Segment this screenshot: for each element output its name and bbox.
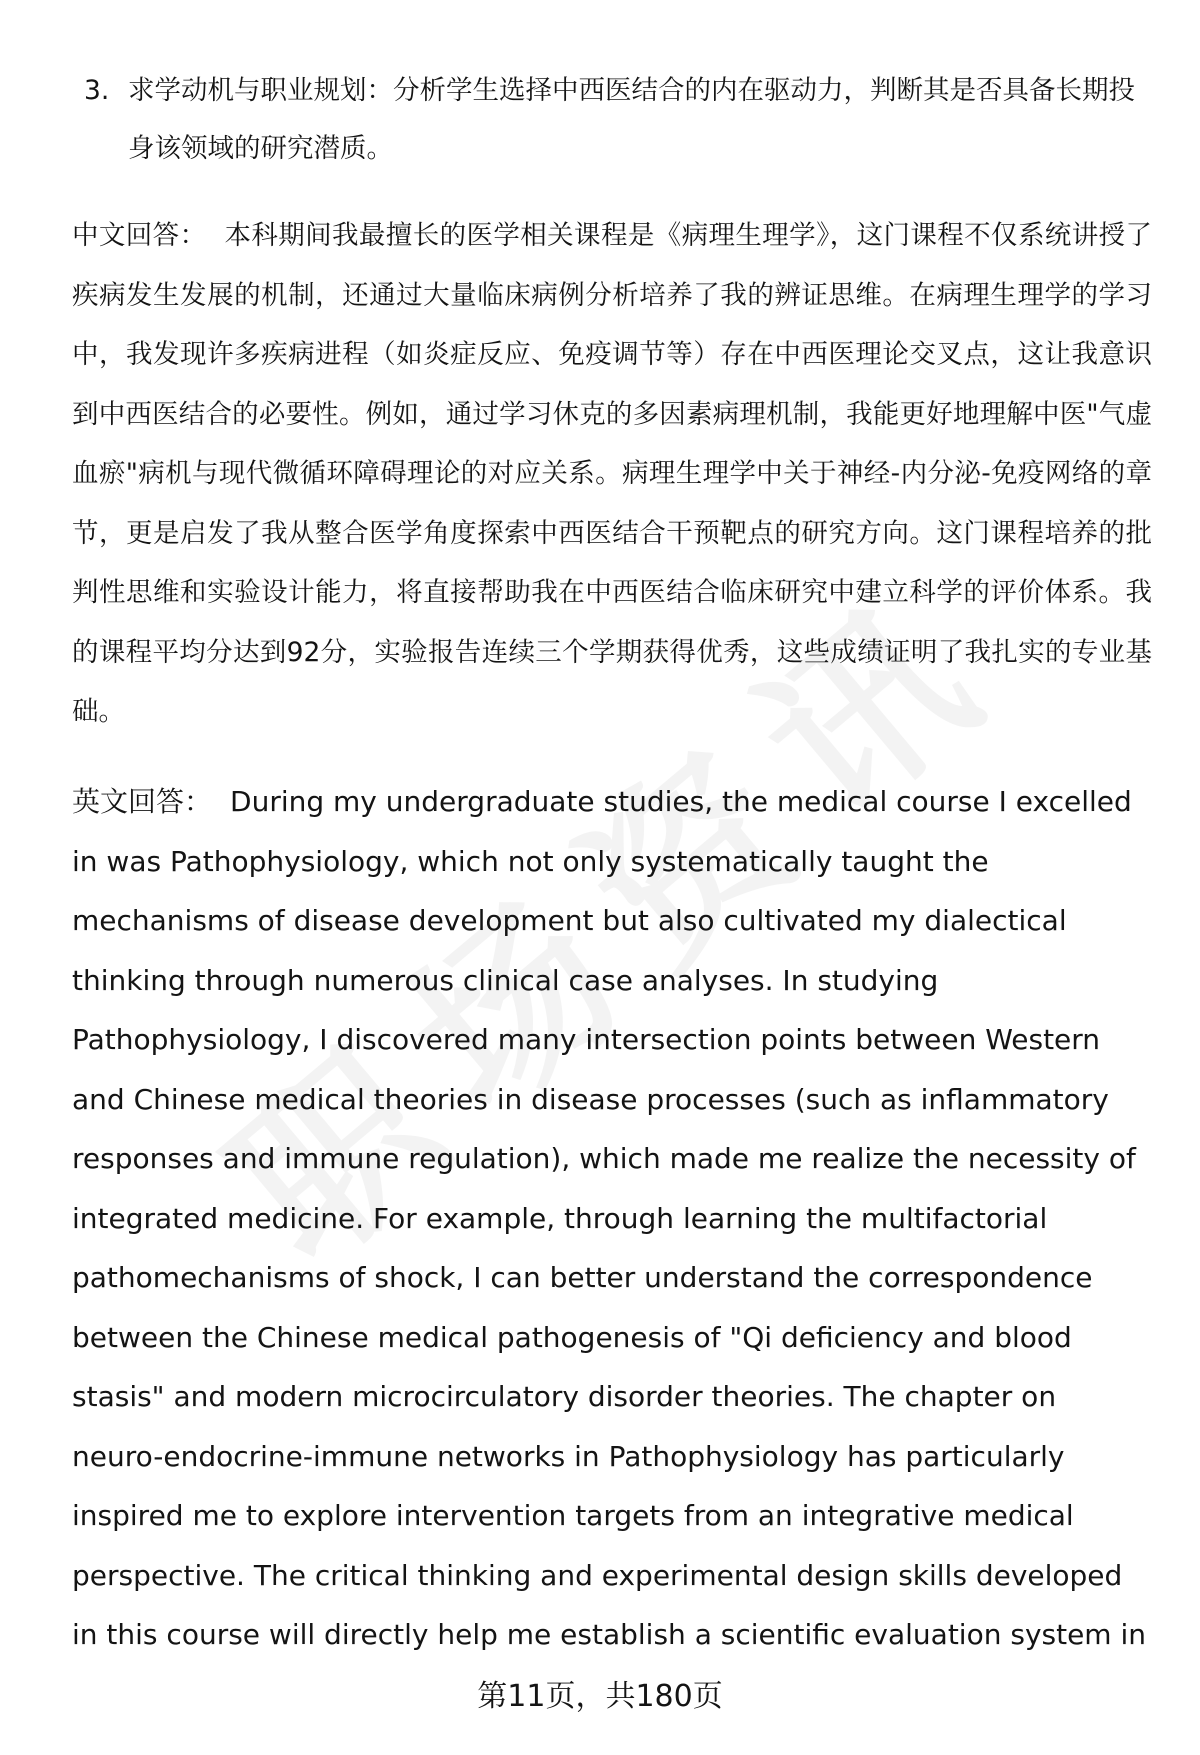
chinese-answer-text: 本科期间我最擅长的医学相关课程是《病理生理学》，这门课程不仅系统讲授了疾病发生发展的机制，还通过大量临床病例分析培养了我的辨证思维。在病理生理学的学习中，我发现许多疾病进程（如炎症反应、免疫调节等）存在中西医理论交叉点，这让我意识到中西医结合的必要性。例如，通过学习休克的多因素病理机制，我能更好地理解中医"气虚血瘀"病机与现代微循环障碍理论的对应关系。病理生理学中关于神经-内分泌-免疫网络的章节，更是启发了我从整合医学角度探索中西医结合干预靶点的研究方向。这门课程培养的批判性思维和实验设计能力，将直接帮助我在中西医结合临床研究中建立科学的评价体系。我的课程平均分达到92分，实验报告连续三个学期获得优秀，这些成绩证明了我扎实的专业基础。 [72, 220, 1153, 727]
chinese-answer-paragraph [72, 206, 1152, 742]
item-number: 3. [84, 75, 110, 106]
item-text: 求学动机与职业规划：分析学生选择中西医结合的内在驱动力，判断其是否具备长期投身该领域的研究潜质。 [128, 75, 1135, 164]
numbered-item [84, 62, 1144, 178]
english-answer-paragraph [72, 772, 1152, 1665]
chinese-answer-label: 中文回答： [72, 220, 207, 251]
page-number: 第11页，共180页 [477, 1679, 723, 1714]
english-answer-text: During my undergraduate studies, the medical course I excelled in was Pathophysiology, which not only systematically taught the mechanisms of disease development but also cultivated my dialectical thinking through numerous clinical case analyses. In studying Pathophysiology, I discovered many intersection points between Western and Chinese medical theories in disease processes (such as inflammatory responses and immune regulation), which made me realize the necessity of integrated medicine. For example, through learning the multifactorial pathomechanisms of shock, I can better understand the correspondence between the Chinese medical pathogenesis of "Qi deficiency and blood stasis" and modern microcirculatory disorder theories. The chapter on neuro-endocrine-immune networks in Pathophysiology has particularly inspired me to explore intervention targets from an integrative medical perspective. The critical thinking and experimental design skills developed in this course will directly help me establish a scientific evaluation system in [72, 785, 1147, 1651]
english-answer-label: 英文回答： [72, 785, 213, 818]
